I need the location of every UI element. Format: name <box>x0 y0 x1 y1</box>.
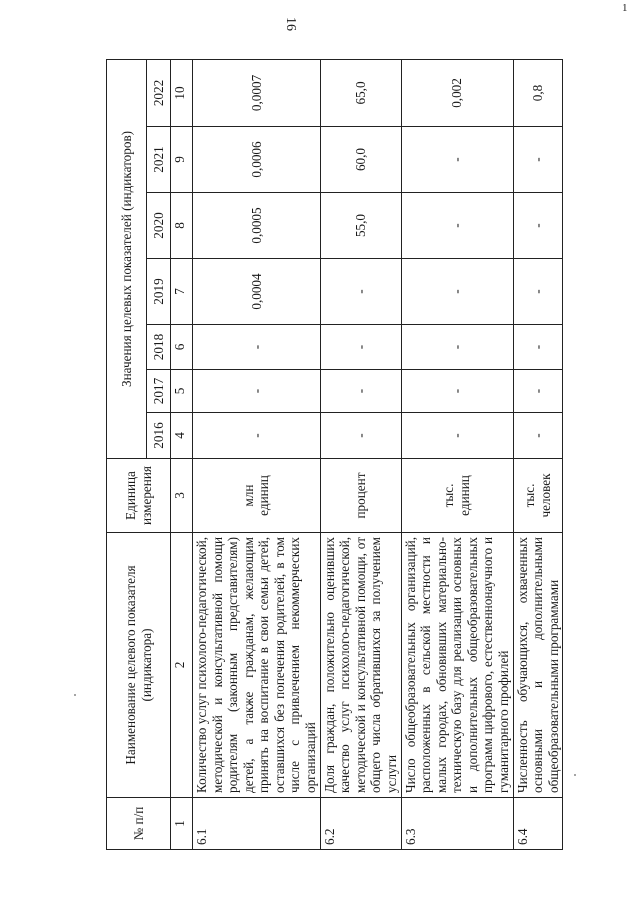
row-value: - <box>513 193 563 259</box>
row-value: - <box>193 413 321 459</box>
row-num: 6.2 <box>320 798 401 850</box>
index-cell: 5 <box>171 370 193 413</box>
header-year: 2021 <box>147 127 171 193</box>
row-value: 0,0006 <box>193 127 321 193</box>
header-year: 2020 <box>147 193 171 259</box>
header-values-group: Значения целевых показателей (индикаторов) <box>107 59 147 458</box>
row-value: - <box>401 325 513 370</box>
row-name: Доля граждан, положительно оценивших качество услуг психолого-педагогической, методической и консультативной помощи, от общего числа обратившихся за получением услуги <box>320 533 401 798</box>
index-cell: 8 <box>171 193 193 259</box>
index-cell: 1 <box>171 798 193 850</box>
row-value: - <box>513 413 563 459</box>
row-value: - <box>401 259 513 325</box>
indicators-table <box>106 59 563 850</box>
row-name: Количество услуг психолого-педагогической, методической и консультативной помощи родителям (законным представителям) детей, а также гражданам, желающим принять на воспитание в свои семьи детей, оставшихся без попечения родителей, в том числе с привлечением некоммерческих организаций <box>193 533 321 798</box>
row-unit: тыс. человек <box>513 459 563 533</box>
table-row <box>193 59 321 849</box>
row-unit: процент <box>320 459 401 533</box>
rotated-table-container <box>106 60 601 850</box>
row-name: Число общеобразовательных организаций, расположенных в сельской местности и малых городах, обновивших материально-техническую базу для реализации основных и дополнительных общеобразовательных программ цифрового, естественнонаучного и гуманитарного профилей <box>401 533 513 798</box>
row-unit: млн единиц <box>193 459 321 533</box>
row-value: 0,002 <box>401 59 513 126</box>
index-cell: 6 <box>171 325 193 370</box>
index-cell: 10 <box>171 59 193 126</box>
row-num: 6.3 <box>401 798 513 850</box>
row-value: 60,0 <box>320 127 401 193</box>
table-row <box>320 59 401 849</box>
row-value: 0,0007 <box>193 59 321 126</box>
row-value: - <box>320 325 401 370</box>
page-number: 16 <box>283 17 298 31</box>
row-value: - <box>320 370 401 413</box>
row-unit: тыс. единиц <box>401 459 513 533</box>
row-value: - <box>513 370 563 413</box>
row-num: 6.1 <box>193 798 321 850</box>
row-value: - <box>193 325 321 370</box>
index-cell: 9 <box>171 127 193 193</box>
row-value: 55,0 <box>320 193 401 259</box>
row-value: - <box>513 259 563 325</box>
header-year: 2019 <box>147 259 171 325</box>
row-value: 0,0005 <box>193 193 321 259</box>
row-value: - <box>513 325 563 370</box>
row-value: - <box>401 370 513 413</box>
row-value: - <box>513 127 563 193</box>
row-value: 65,0 <box>320 59 401 126</box>
header-name: Наименование целевого показателя (индикатора) <box>107 533 171 798</box>
header-unit: Единица измерения <box>107 459 171 533</box>
index-cell: 4 <box>171 413 193 459</box>
header-year: 2022 <box>147 59 171 126</box>
index-cell: 3 <box>171 459 193 533</box>
header-year: 2018 <box>147 325 171 370</box>
row-value: - <box>401 193 513 259</box>
header-year: 2017 <box>147 370 171 413</box>
row-value: 0,8 <box>513 59 563 126</box>
row-value: - <box>320 413 401 459</box>
corner-mark: 1 <box>622 2 628 14</box>
row-name: Численность обучающихся, охваченных основными и дополнительными общеобразовательными программами <box>513 533 563 798</box>
header-year: 2016 <box>147 413 171 459</box>
row-value: - <box>320 259 401 325</box>
index-row <box>171 59 193 849</box>
row-value: - <box>401 127 513 193</box>
row-value: - <box>193 370 321 413</box>
table-row <box>513 59 563 849</box>
index-cell: 2 <box>171 533 193 798</box>
index-cell: 7 <box>171 259 193 325</box>
header-num: № п/п <box>107 798 171 850</box>
row-num: 6.4 <box>513 798 563 850</box>
row-value: - <box>401 413 513 459</box>
table-row <box>401 59 513 849</box>
scan-speck <box>74 694 76 696</box>
row-value: 0,0004 <box>193 259 321 325</box>
